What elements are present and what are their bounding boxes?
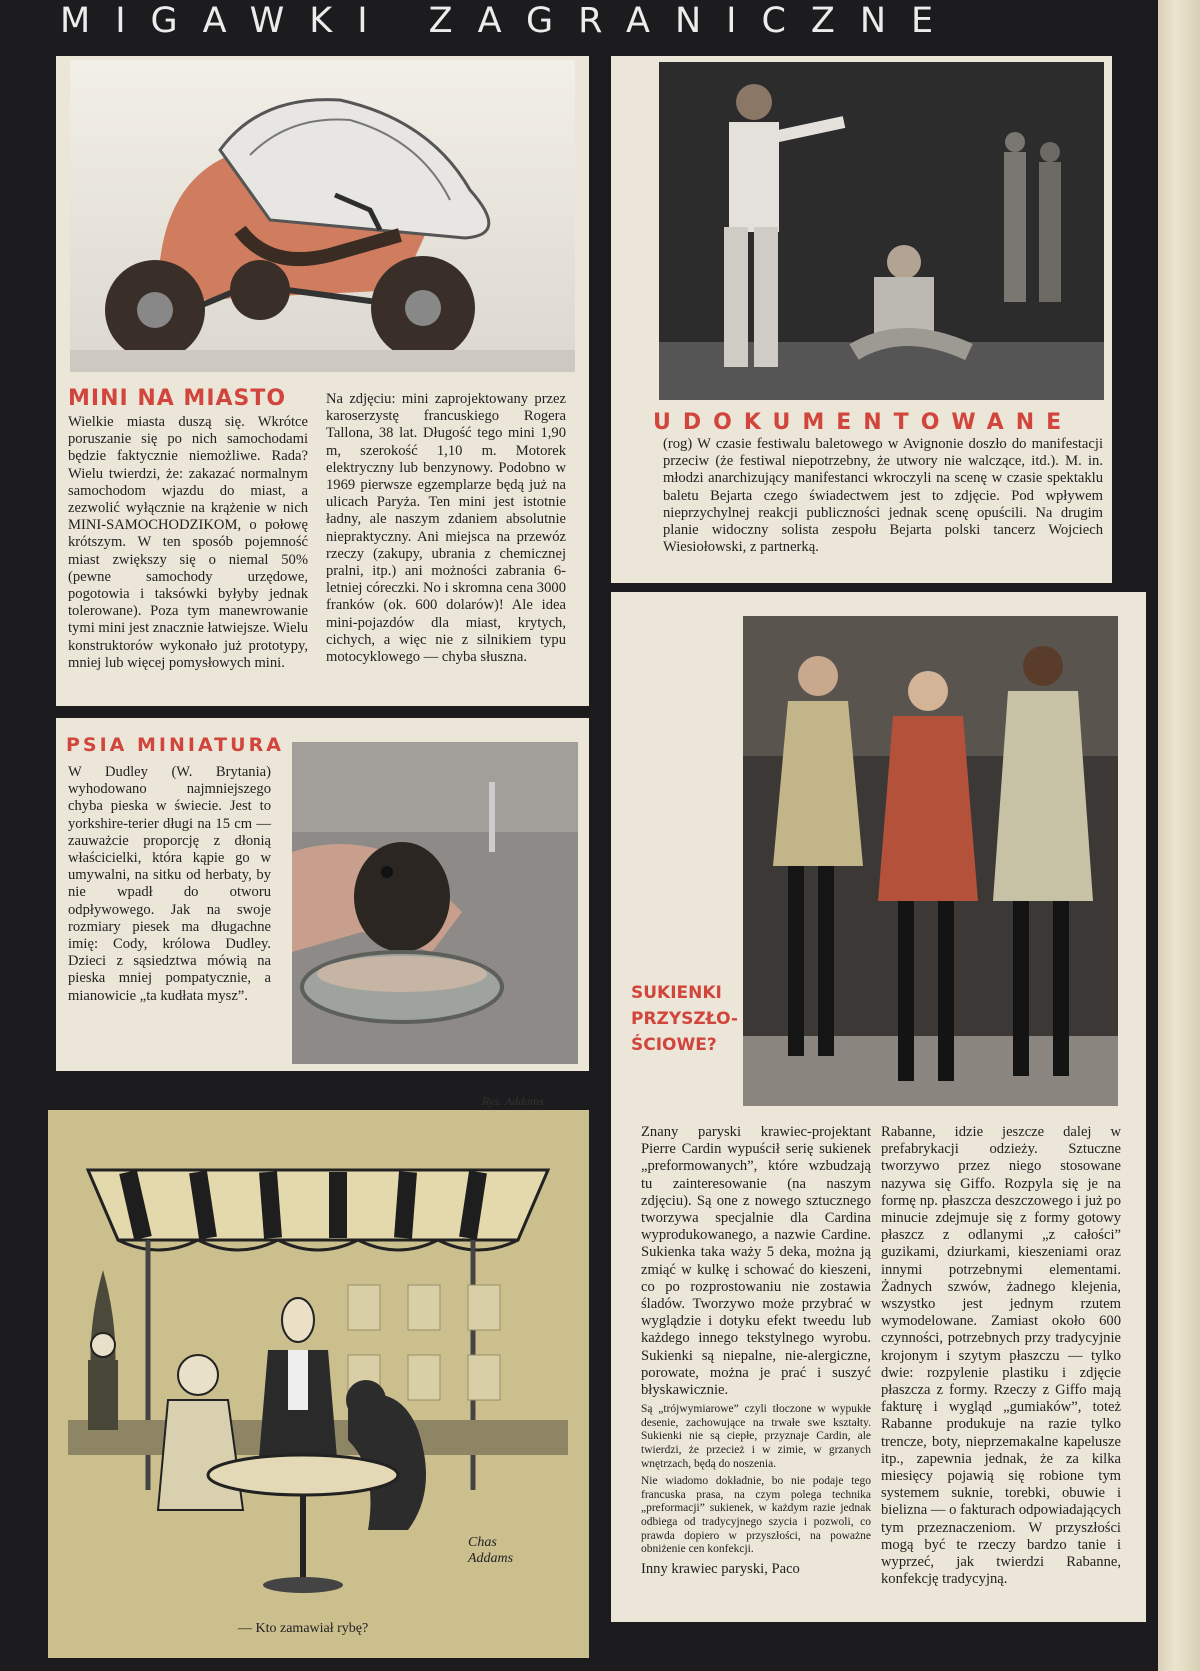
suk-title-line: ŚCIOWE? bbox=[631, 1035, 717, 1055]
mini-article bbox=[56, 56, 589, 706]
mini-text-col1: Wielkie miasta duszą się. Wkrótce poruszanie się po nich samochodami będzie faktycznie niemożliwe. Rada? Wielu twierdzi, że: zakazać normalnym samochodom wjazdu do miast, a zezwolić wyłącznie na krążenie w nich MINI-SAMOCHODZIKOM, o połowę krótszym. W ten sposób pojemność miast zwiększy się o niemal 50% (pewne samochody urzędowe, pogotowia i taksówki byłyby jednak tolerowane). Poza tym manewrowanie tymi mini jest znacznie łatwiejsze. Wielu konstruktorów wykonało już prototypy, mniej lub więcej pomysłowych mini. bbox=[68, 414, 308, 671]
ballet-photo bbox=[659, 62, 1104, 400]
mini-car-photo bbox=[70, 60, 575, 372]
cartoon-caption: — Kto zamawiał rybę? bbox=[238, 1621, 369, 1636]
udok-title: UDOKUMENTOWANE bbox=[653, 410, 1074, 435]
suk-article bbox=[611, 592, 1146, 1622]
suk-col1-end: Inny krawiec paryski, Paco bbox=[641, 1560, 800, 1577]
cartoon-credit: Rys. Addams bbox=[482, 1094, 544, 1108]
suk-col1-small2: Nie wiadomo dokładnie, bo nie podaje tego francuska prasa, na czym polega technika „preformacji” sukienek, w każdym razie jednak odbiega od tradycyjnego szycia i pozwoli, co prawda dopiero w przyszłości, na poważne obniżenie cen konfekcji. bbox=[641, 1475, 871, 1556]
psia-article bbox=[56, 718, 589, 1071]
udok-article bbox=[611, 56, 1112, 583]
suk-col1-main: Znany paryski krawiec-projektant Pierre Cardin wypuścił serię sukienek „preformowanych”, które wzbudzają tu zainteresowanie (na naszym zdjęciu). Są one z nowego sztucznego tworzywa specjalnie dla Cardina wyprodukowanego, a nazwie Cardine. Sukienka taka waży 5 deka, można ją zmiąć w kulkę i schować do kieszeni, co po rozprostowaniu nie zostawia śladów. Tworzywo może przybrać w wyglądzie i dotyku efekt tweedu lub każdego innego tekstylnego wyrobu. Sukienki są niepalne, nie-alergiczne, porowate, można je prać i suszyć błyskawicznie. bbox=[641, 1124, 871, 1399]
cartoon-panel bbox=[48, 1110, 589, 1658]
suk-col1-small: Są „trójwymiarowe” czyli tłoczone w wypukłe desenie, zachowujące na trwałe swe kształty. Sukienki nie są ciepłe, przyznaje Cardin, ale twierdzi, że przecież i w zimie, w grzanych wnętrzach, będą do noszenia. bbox=[641, 1403, 871, 1470]
suk-text-col1 bbox=[641, 1124, 871, 1578]
psia-title: PSIA MINIATURA bbox=[66, 734, 284, 756]
udok-text: (rog) W czasie festiwalu baletowego w Avignonie doszło do manifestacji przeciw (że festiwal niepotrzebny, że utwory nie walczące, itd.). M. in. młodzi anarchizujący manifestanci wkroczyli na scenę w czasie spektaklu baletu Bejarta czego świadectwem jest to zdjęcie. Pod wpływem nieprzychylnej reakcji publiczności jednak scenę opuścili. Na drugim planie widoczny solista zespołu Bejarta polski tancerz Wojciech Wiesiołowski, z partnerką. bbox=[663, 436, 1103, 556]
suk-title-line: PRZYSZŁO- bbox=[631, 1009, 738, 1029]
masthead-title: MIGAWKI ZAGRANICZNE bbox=[60, 1, 959, 41]
mini-title: MINI NA MIASTO bbox=[68, 386, 287, 411]
page-spine bbox=[1158, 0, 1200, 1671]
cartoon-signature: Chas Addams bbox=[468, 1535, 514, 1566]
cartoon-drawing bbox=[48, 1110, 589, 1658]
dresses-photo bbox=[743, 616, 1118, 1106]
dog-photo bbox=[292, 742, 578, 1064]
suk-title-line: SUKIENKI bbox=[631, 983, 722, 1003]
mini-text-col2: Na zdjęciu: mini zaprojektowany przez karoserzystę francuskiego Rogera Tallona, 38 lat. Długość tego mini 1,90 m, szerokość 1,10 m. Motorek elektryczny lub benzynowy. Podobno w 1969 pierwsze egzemplarze będą już na ulicach Paryża. Ten mini jest istotnie ładny, ale naszym zdaniem absolutnie niepraktyczny. Ani miejsca na przewóz rzeczy (zakupy, ubrania z chemicznej pralni, itp.) ani możności zabrania 6-letniej córeczki. No i skromna cena 3000 franków (ok. 600 dolarów)! Ale idea mini-pojazdów dla miast, krytych, cichych, a więc nie z silnikiem typu motocyklowego — chyba słuszna. bbox=[326, 391, 566, 666]
psia-text: W Dudley (W. Brytania) wyhodowano najmniejszego chyba pieska w świecie. Jest to yorkshire-terier długi na 15 cm — zauważcie proporcję z dłonią właścicielki, która kąpie go w umywalni, na sitku od herbaty, by nie wpadł do otworu odpływowego. Jak na swoje rozmiary piesek ma długachne imię: Cody, królowa Dudley. Dzieci z sąsiedztwa mówią na pieska mniej pompatycznie, a mianowicie „ta kudłata mysz”. bbox=[68, 764, 271, 1004]
suk-title bbox=[631, 980, 738, 1058]
suk-text-col2: Rabanne, idzie jeszcze dalej w prefabrykacji odzieży. Sztuczne tworzywo przez niego stosowane nazywa się Giffo. Rozpyla się je na formę np. płaszcza deszczowego i już po minucie zdejmuje się z formy gotowy płaszcz z odlanymi „z całości” guzikami, dziurkami, kieszeniami oraz innymi potrzebnymi elementami. Żadnych szwów, żadnego klejenia, wszystko jest jednym rzutem wymodelowane. Zamiast około 600 czynności, potrzebnych przy tradycyjnie krojonym i szytym płaszczu — tylko dwie: rozpylenie plastiku i zdjęcie płaszcza z formy. Rzeczy z Giffo mają fakturę i wygląd „gumiaków”, toteż Rabanne produkuje na razie tylko trencze, boty, nieprzemakalne kapelusze itp., zapewnia jednak, że za kilka miesięcy pojawią się robione tym systemem suknie, torebki, obuwie i bielizna — o fakturach odpowiadających tym przeznaczeniom. W przyszłości mogą być te rzeczy bardzo tanie i wyprzeć, jak twierdzi Rabanne, konfekcję tradycyjną. bbox=[881, 1124, 1121, 1588]
